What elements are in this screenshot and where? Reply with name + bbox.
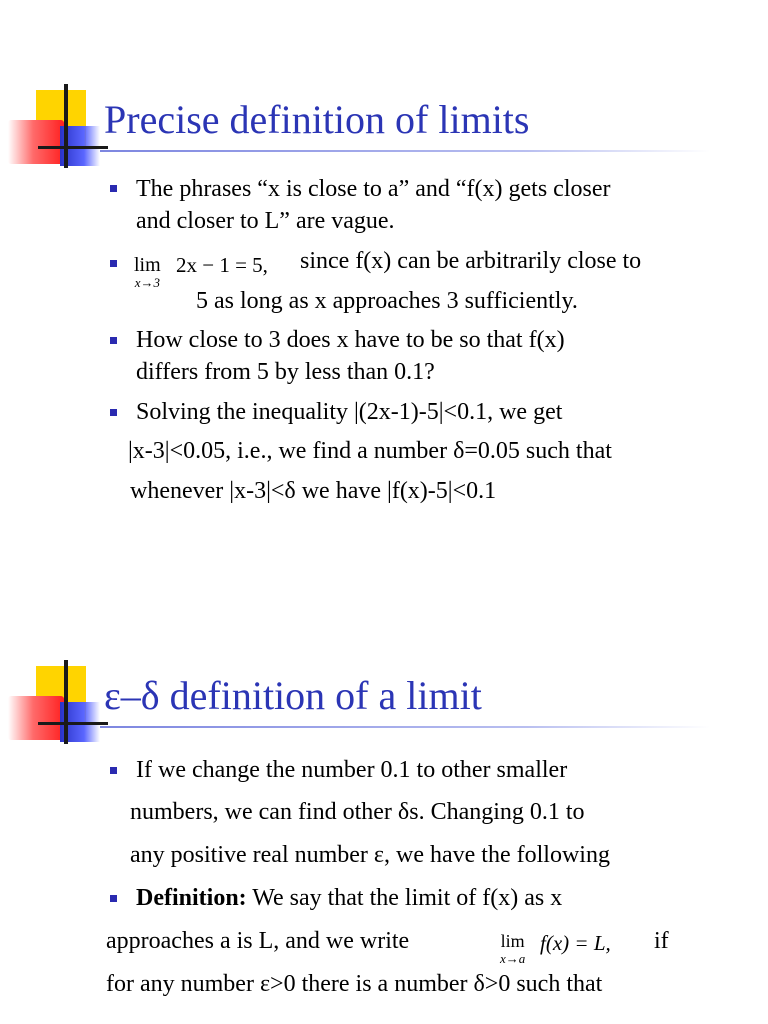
- limit-expression: lim x→a: [500, 931, 526, 966]
- title-underline: [100, 150, 710, 152]
- limit-expression: lim x→3: [134, 254, 161, 290]
- slide-logo-icon: [0, 656, 110, 766]
- title-underline: [100, 726, 710, 728]
- bullet-text: |x-3|<0.05, i.e., we find a number δ=0.05 such that: [128, 438, 612, 464]
- definition-text: if: [654, 928, 669, 954]
- bullet-text: since f(x) can be arbitrarily close to: [300, 248, 642, 274]
- bullet-text: any positive real number ε, we have the following: [130, 842, 610, 868]
- definition-text: approaches a is L, and we write: [106, 928, 410, 954]
- bullet-text: differs from 5 by less than 0.1?: [136, 359, 435, 385]
- bullet-icon: [110, 409, 117, 416]
- bullet-icon: [110, 260, 117, 267]
- bullet-text: Solving the inequality |(2x-1)-5|<0.1, we get: [136, 399, 563, 425]
- limit-body: 2x − 1 = 5,: [176, 253, 268, 277]
- slide-logo-icon: [0, 80, 110, 190]
- definition-line: [136, 883, 562, 913]
- bullet-text: The phrases “x is close to a” and “f(x) gets closer: [136, 176, 611, 202]
- definition-text: We say that the limit of f(x) as x: [246, 885, 563, 911]
- slide-title: ε–δ definition of a limit: [104, 673, 482, 718]
- bullet-text: 5 as long as x approaches 3 sufficiently.: [196, 288, 578, 314]
- bullet-text: numbers, we can find other δs. Changing 0.1 to: [130, 799, 585, 825]
- bullet-icon: [110, 767, 117, 774]
- slide-epsilon-delta: [0, 580, 768, 1024]
- bullet-text: If we change the number 0.1 to other smaller: [136, 757, 568, 783]
- slide-title: Precise definition of limits: [104, 97, 530, 142]
- bullet-icon: [110, 185, 117, 192]
- bullet-text: and closer to L” are vague.: [136, 208, 395, 234]
- bullet-text: whenever |x-3|<δ we have |f(x)-5|<0.1: [130, 478, 497, 504]
- bullet-icon: [110, 895, 117, 902]
- bullet-text: How close to 3 does x have to be so that f(x): [136, 327, 565, 353]
- limit-body: f(x) = L,: [540, 931, 611, 955]
- definition-text: for any number ε>0 there is a number δ>0 such that: [106, 971, 603, 997]
- bullet-icon: [110, 337, 117, 344]
- definition-label: Definition:: [136, 885, 247, 911]
